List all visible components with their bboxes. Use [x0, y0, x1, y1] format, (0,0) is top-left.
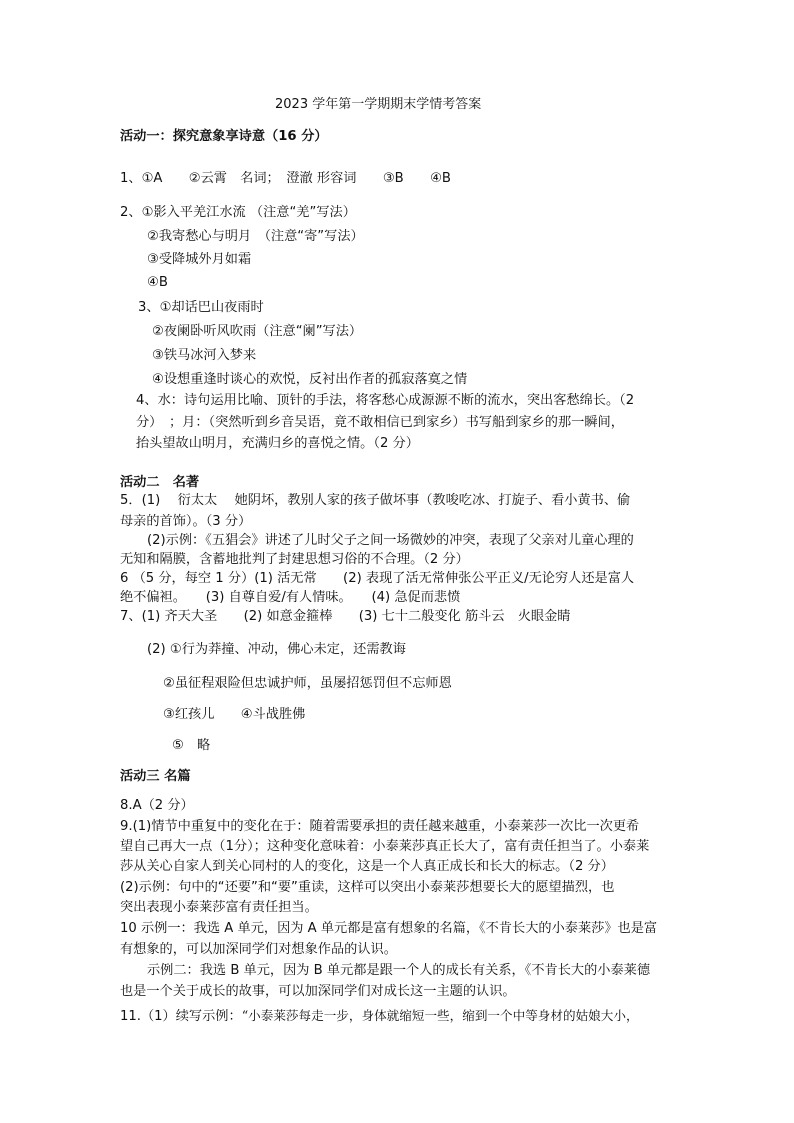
q9-line-5: 突出表现小泰莱莎富有责任担当。 [120, 900, 318, 915]
q3-line-2: ②夜阑卧听风吹雨（注意“阑”写法） [152, 324, 363, 339]
q11-continuation-text: “小泰莱莎每走一步，身体就缩短一些，缩到一个中等身材的姑娘大小， [241, 1008, 639, 1023]
q2-line-2: ②我寄愁心与明月 （注意“寄”写法） [147, 229, 364, 244]
q6-line-2: 绝不偏袒。 (3) 自尊自爱/有人情味。 (4) 急促而悲愤 [120, 590, 461, 605]
activity1-heading: 活动一：探究意象享诗意（16 分） [120, 129, 328, 144]
q3-line-4: ④设想重逢时谈心的欢悦，反衬出作者的孤寂落寞之情 [152, 372, 468, 387]
q1-answer: 1、①A ②云霄 名词； 澄澈 形容词 ③B ④B [120, 171, 451, 186]
q5-line-1: 5．(1) 衍太太 她阴坏，教别人家的孩子做坏事（教唆吃冰、打旋子、看小黄书、偷 [120, 493, 631, 508]
q2-line-1: 2、①影入平羌江水流 （注意“羌”写法） [120, 205, 356, 220]
q11-label: 11.（1）续写示例： [120, 1009, 242, 1024]
activity3-heading: 活动三 名篇 [120, 769, 191, 784]
q4-line-2: 分） ；月：（突然听到乡音吴语，竟不敢相信已到家乡）书写船到家乡的那一瞬间， [136, 415, 624, 430]
q2-line-4: ④B [147, 275, 168, 290]
q9-line-3: 莎从关心自家人到关心同村的人的变化，这是一个人真正成长和长大的标志。（2 分） [120, 859, 614, 874]
page-title: 2023 学年第一学期期末学情考答案 [275, 97, 482, 112]
q9-line-1: 9.(1)情节中重复中的变化在于：随着需要承担的责任越来越重，小泰莱莎一次比一次更希 [120, 819, 640, 834]
q10-line-1: 10 示例一：我选 A 单元，因为 A 单元都是富有想象的名篇，《不肯长大的小泰莱莎》也是富 [120, 921, 658, 936]
q5-line-4: 无知和隔膜，含蓄地批判了封建思想习俗的不合理。（2 分） [120, 552, 469, 567]
q9-line-4: (2)示例：句中的“还要”和“要”重读，这样可以突出小泰莱莎想要长大的愿望描烈，也 [120, 880, 615, 895]
q3-line-3: ③铁马冰河入梦来 [152, 348, 257, 363]
q5-line-3: (2)示例：《五猖会》讲述了儿时父子之间一场微妙的冲突，表现了父亲对儿童心理的 [147, 533, 634, 548]
q11-line [120, 1007, 639, 1026]
q10-line-2: 有想象的，可以加深同学们对想象作品的认识。 [120, 942, 397, 957]
q4-line-3: 抬头望故山明月，充满归乡的喜悦之情。（2 分） [136, 436, 419, 451]
q7-line-5: ⑤ 略 [172, 738, 211, 753]
q7-line-3: ②虽征程艰险但忠诚护师，虽屡招惩罚但不忘师恩 [163, 676, 452, 691]
q7-line-1: 7、(1) 齐天大圣 (2) 如意金箍棒 (3) 七十二般变化 筋斗云 火眼金睛 [120, 609, 571, 624]
q7-line-4: ③红孩儿 ④斗战胜佛 [163, 707, 306, 722]
q5-line-2: 母亲的首饰）。（3 分） [120, 514, 252, 529]
activity2-heading: 活动二 名著 [120, 475, 200, 490]
q10-line-4: 也是一个关于成长的故事，可以加深同学们对成长这一主题的认识。 [120, 984, 516, 999]
q9-line-2: 望自己再大一点（1分）；这种变化意味着：小泰莱莎真正长大了，富有责任担当了。小泰莱 [120, 839, 650, 854]
q2-line-3: ③受降城外月如霜 [147, 252, 252, 267]
q10-line-3: 示例二：我选 B 单元，因为 B 单元都是跟一个人的成长有关系，《不肯长大的小泰莱德 [147, 963, 651, 978]
q8-answer: 8.A（2 分） [120, 798, 194, 813]
q6-line-1: 6 （5 分，每空 1 分）(1) 活无常 (2) 表现了活无常伸张公平正义/无论穷人还是富人 [120, 571, 635, 586]
q3-line-1: 3、①却话巴山夜雨时 [138, 300, 264, 315]
q4-line-1: 4、水：诗句运用比喻、顶针的手法，将客愁心成源源不断的流水，突出客愁绵长。（2 [136, 393, 635, 408]
q7-line-2: (2) ①行为莽撞、冲动，佛心未定，还需教诲 [147, 642, 406, 657]
